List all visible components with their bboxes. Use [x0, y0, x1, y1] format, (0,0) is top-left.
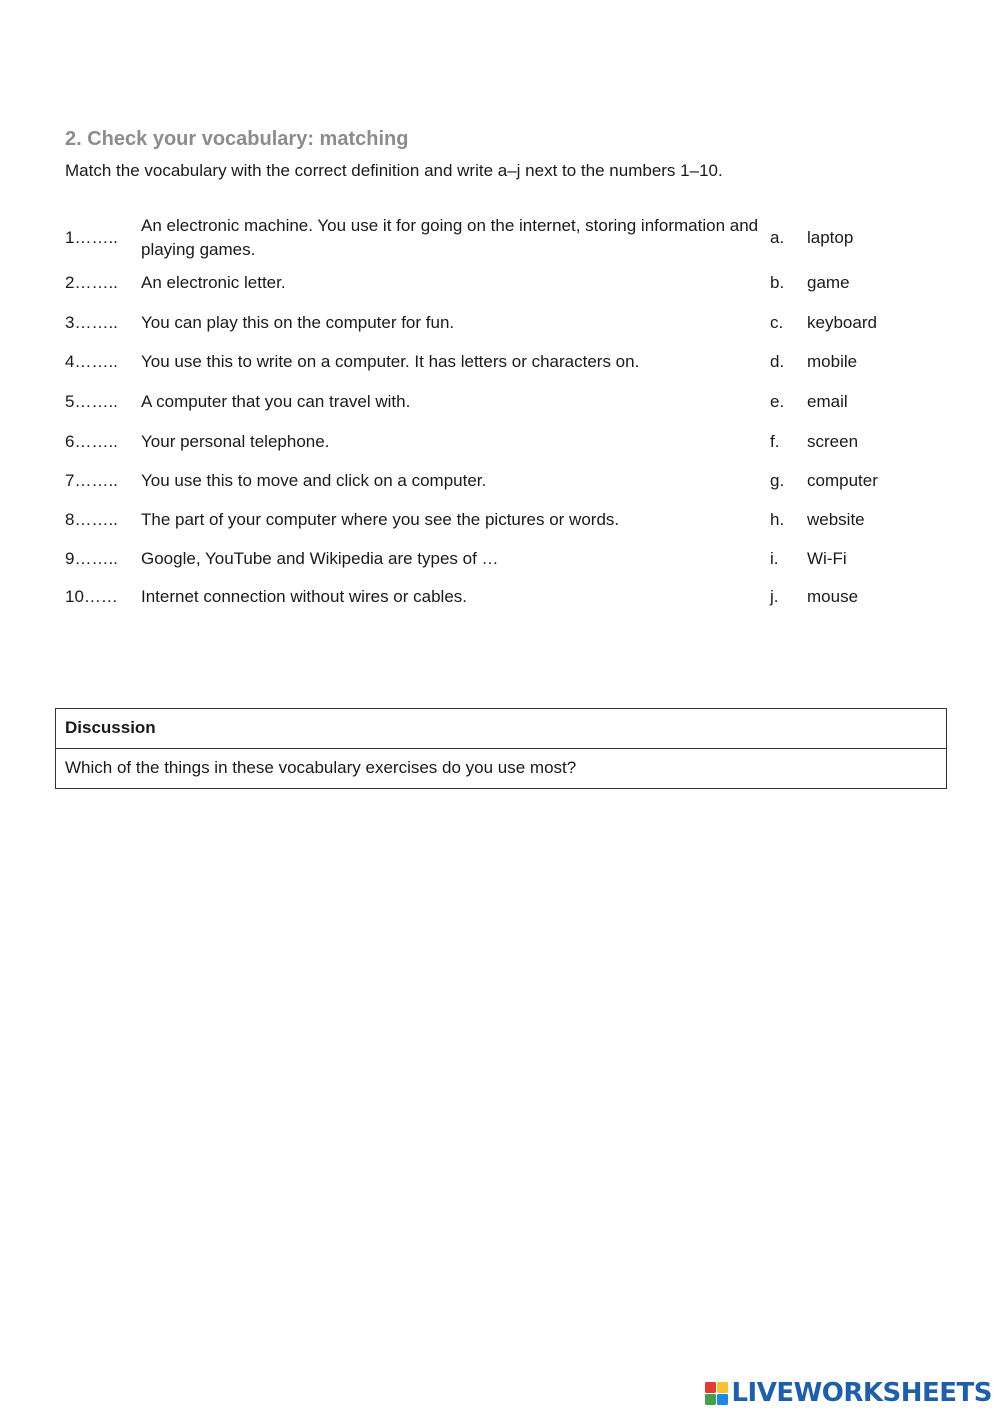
item-number: 7……..	[65, 470, 118, 490]
matching-row-7	[65, 461, 895, 500]
option-letter: j.	[770, 587, 779, 606]
option-word: screen	[807, 431, 859, 451]
matching-row-8	[65, 500, 895, 539]
matching-row-10	[65, 579, 895, 615]
matching-row-6	[65, 422, 895, 461]
option-letter: f.	[770, 431, 780, 451]
item-definition: An electronic letter.	[141, 273, 286, 292]
item-number: 9……..	[65, 549, 118, 568]
option-letter: g.	[770, 470, 785, 490]
option-word: Wi-Fi	[807, 549, 847, 568]
option-word: mouse	[807, 587, 859, 606]
option-letter: b.	[770, 273, 785, 292]
discussion-title: Discussion	[56, 709, 946, 749]
discussion-question: Which of the things in these vocabulary exercises do you use most?	[65, 758, 577, 777]
item-number: 5……..	[65, 392, 118, 411]
discussion-box	[55, 708, 947, 789]
matching-row-5	[65, 382, 895, 422]
item-definition: Your personal telephone.	[141, 431, 330, 451]
section-heading: 2. Check your vocabulary: matching	[65, 128, 409, 150]
matching-row-3	[65, 303, 895, 342]
option-word: email	[807, 392, 848, 411]
item-definition: The part of your computer where you see the pictures or words.	[141, 509, 620, 529]
matching-row-2	[65, 263, 895, 303]
item-definition: You use this to write on a computer. It has letters or characters on.	[141, 352, 640, 371]
option-letter: c.	[770, 312, 784, 332]
option-word: computer	[807, 470, 878, 490]
item-number: 3……..	[65, 312, 118, 332]
option-word: mobile	[807, 352, 858, 371]
section-instruction: Match the vocabulary with the correct definition and write a–j next to the numbers 1–10.	[65, 161, 723, 180]
matching-row-9	[65, 539, 895, 579]
item-number: 8……..	[65, 509, 118, 529]
item-number: 2……..	[65, 273, 118, 292]
option-word: website	[807, 509, 865, 529]
item-number: 6……..	[65, 431, 118, 451]
option-letter: a.	[770, 227, 785, 247]
option-letter: e.	[770, 392, 785, 411]
item-definition: You can play this on the computer for fun.	[141, 312, 455, 332]
item-definition: You use this to move and click on a computer.	[141, 470, 487, 490]
matching-row-4	[65, 342, 895, 382]
option-letter: h.	[770, 509, 785, 529]
option-word: laptop	[807, 227, 854, 247]
brand-name: LIVEWORKSHEETS	[731, 1378, 992, 1408]
item-number: 1……..	[65, 227, 118, 247]
item-definition: A computer that you can travel with.	[141, 392, 411, 411]
item-number: 10……	[65, 587, 118, 606]
matching-row-1	[65, 212, 895, 263]
item-definition: Internet connection without wires or cables.	[141, 587, 468, 606]
liveworksheets-logo-icon	[705, 1380, 729, 1406]
option-letter: d.	[770, 352, 785, 371]
option-word: keyboard	[807, 312, 877, 332]
item-definition: Google, YouTube and Wikipedia are types of …	[141, 549, 499, 568]
item-number: 4……..	[65, 352, 118, 371]
option-letter: i.	[770, 549, 779, 568]
matching-table	[65, 212, 895, 615]
option-word: game	[807, 273, 850, 292]
liveworksheets-brand[interactable]	[705, 1378, 992, 1408]
item-definition: An electronic machine. You use it for going on the internet, storing information and playing games.	[141, 215, 759, 259]
